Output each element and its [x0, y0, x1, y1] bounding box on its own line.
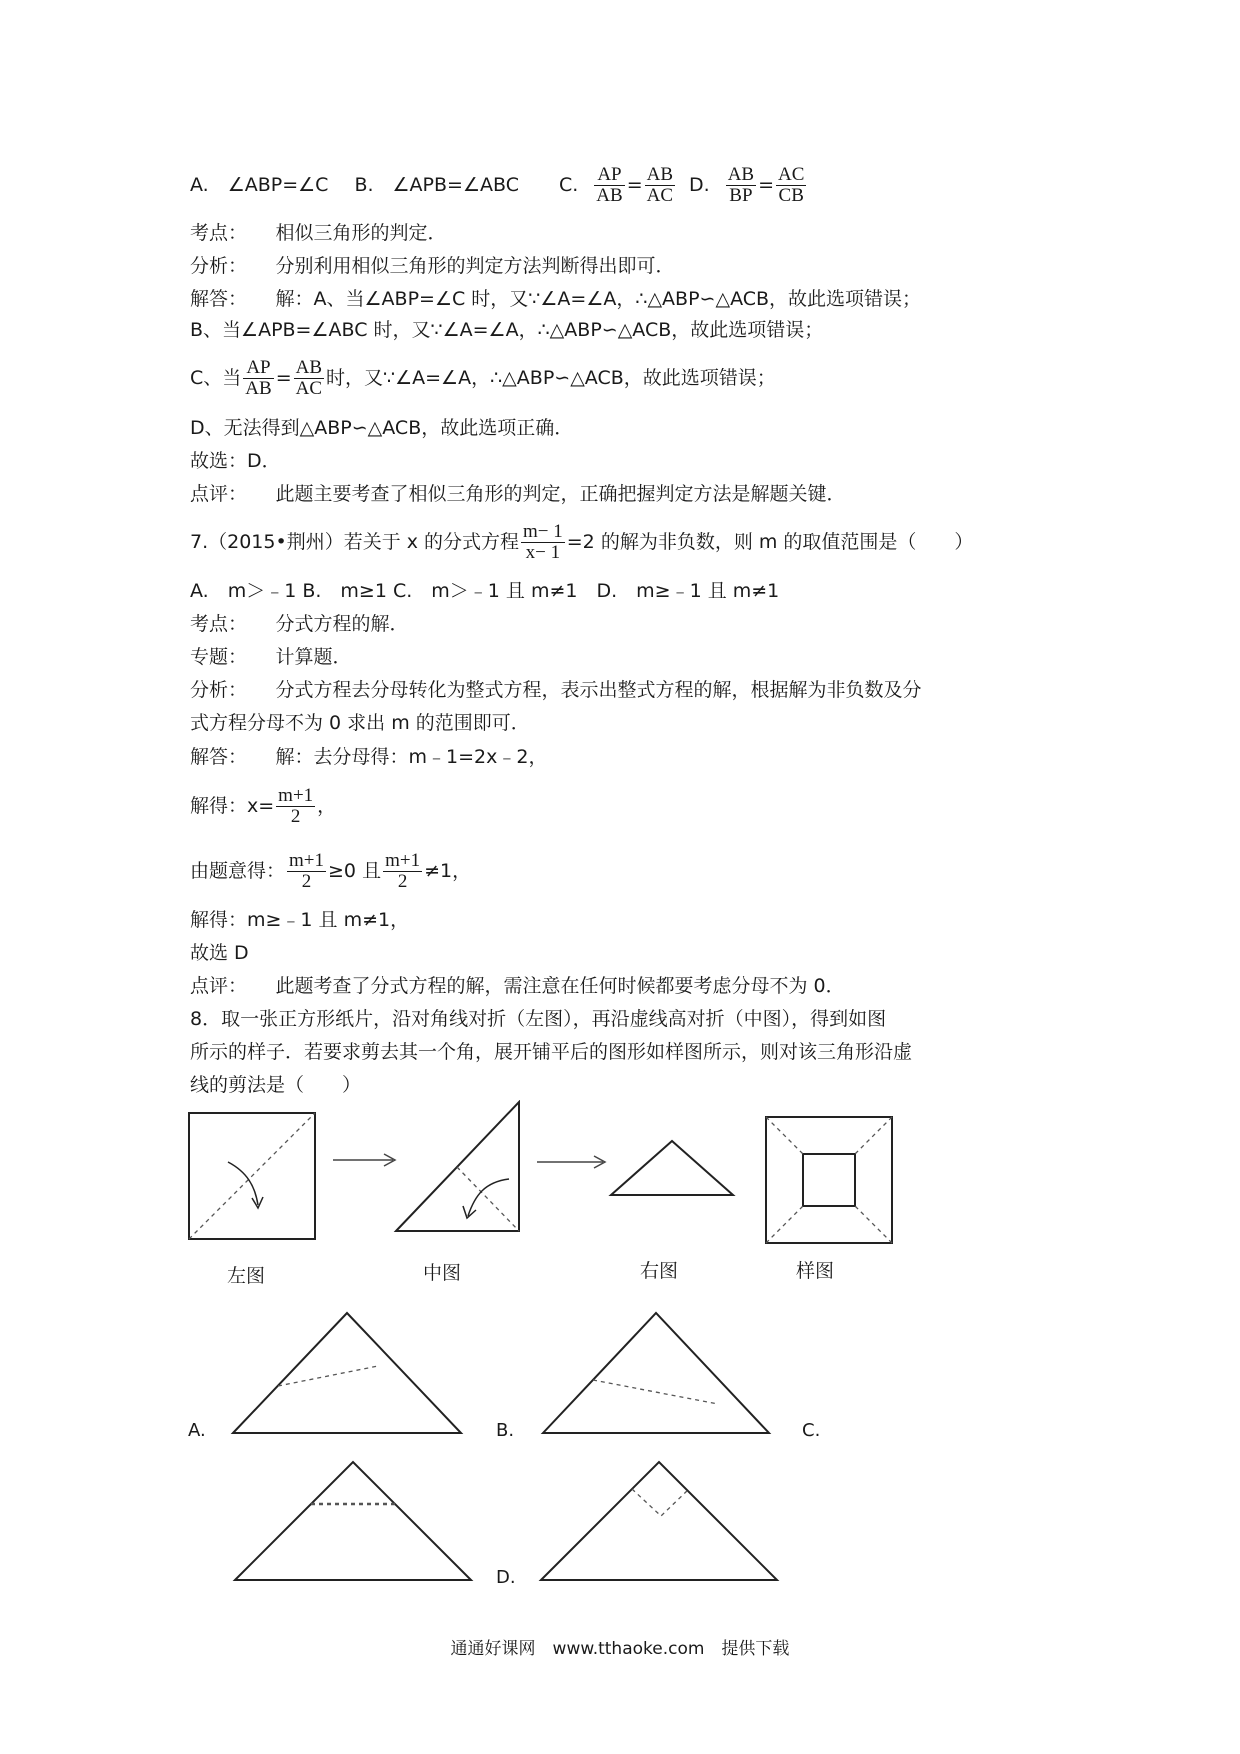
q6-line-c-frac2: $\frac{AB}{AC}$ [295, 357, 323, 399]
q7-stem [190, 522, 973, 563]
q6-option-c-frac1: $\frac{AP}{AB}$ [596, 164, 623, 206]
q7-stem-pre: 7.（2015•荆州）若关于 x 的分式方程 [190, 531, 520, 553]
q6-option-d: D. [689, 174, 710, 196]
q8-option-figures-row1 [225, 1300, 805, 1440]
q6-answer: 故选：D． [190, 450, 281, 472]
q6-option-c: C. [558, 174, 579, 196]
option-d-label: D. [496, 1567, 516, 1588]
q7-zhuanti: 专题： 计算题． [190, 646, 352, 668]
caption-middle: 中图 [423, 1262, 462, 1284]
q6-option-c-frac2: $\frac{AB}{AC}$ [646, 164, 674, 206]
q6-option-b: B. ∠APB=∠ABC [354, 174, 519, 196]
option-b-label: B. [496, 1420, 515, 1441]
q7-youti-post: ≠1， [424, 860, 472, 882]
option-a-label: A. [188, 1420, 206, 1441]
q6-option-d-frac1: $\frac{AB}{BP}$ [727, 164, 755, 206]
q7-youti-frac1: $\frac{m+1}{2}$ [289, 850, 325, 892]
q6-fenxi: 分析： 分别利用相似三角形的判定方法判断得出即可． [190, 255, 675, 277]
q7-youti [190, 851, 471, 892]
middle-triangle-figure [396, 1102, 519, 1231]
q7-fenxi-2: 式方程分母不为 0 求出 m 的范围即可． [190, 712, 530, 734]
q6-line-c-eq: = [275, 367, 292, 389]
q6-kaodian: 考点： 相似三角形的判定． [190, 222, 447, 244]
q6-jieda: 解答： 解：A、当∠ABP=∠C 时，又∵∠A=∠A，∴△ABP∽△ACB，故此选项错误； [190, 288, 922, 310]
q7-jiede-1-frac: $\frac{m+1}{2}$ [278, 785, 314, 827]
page-footer: 通通好课网 www.tthaoke.com 提供下载 [450, 1639, 790, 1659]
q6-line-c [190, 358, 776, 399]
q6-option-d-frac2: $\frac{AC}{CB}$ [778, 164, 805, 206]
q6-line-b: B、当∠APB=∠ABC 时，又∵∠A=∠A，∴△ABP∽△ACB，故此选项错误； [190, 319, 824, 341]
q6-line-c-post: 时，又∵∠A=∠A，∴△ABP∽△ACB，故此选项错误； [326, 367, 776, 389]
q7-jiede-1-pre: 解得：x= [190, 795, 275, 817]
q7-kaodian: 考点： 分式方程的解． [190, 613, 409, 635]
q8-stem-3: 线的剪法是（ ） [190, 1074, 362, 1096]
q6-line-d: D、无法得到△ABP∽△ACB，故此选项正确． [190, 417, 574, 439]
q6-option-d-eq: = [758, 174, 775, 196]
q7-jiede-1 [190, 786, 336, 827]
option-b-figure [543, 1313, 769, 1433]
left-square-figure [189, 1113, 315, 1239]
option-d-figure [541, 1462, 777, 1580]
q6-line-c-frac1: $\frac{AP}{AB}$ [245, 357, 272, 399]
q6-option-c-eq: = [626, 174, 643, 196]
q8-stem-2: 所示的样子．若要求剪去其一个角，展开铺平后的图形如样图所示，则对该三角形沿虚 [190, 1041, 913, 1063]
q8-stem-1: 8．取一张正方形纸片，沿对角线对折（左图），再沿虚线高对折（中图），得到如图 [190, 1008, 887, 1030]
sample-figure [766, 1117, 892, 1243]
q8-fold-figures [185, 1100, 905, 1260]
q7-jiede-1-post: ， [317, 795, 337, 817]
q7-fenxi-1: 分析： 分式方程去分母转化为整式方程，表示出整式方程的解，根据解为非负数及分 [190, 679, 922, 701]
caption-left: 左图 [227, 1265, 266, 1287]
q6-comment: 点评： 此题主要考查了相似三角形的判定，正确把握判定方法是解题关键． [190, 483, 846, 505]
arrow-right-icon [537, 1156, 605, 1168]
q7-youti-mid: ≥0 且 [328, 860, 382, 882]
q7-answer: 故选 D [190, 942, 249, 964]
q7-jiede-2: 解得：m≥﹣1 且 m≠1， [190, 909, 410, 931]
option-c-label: C. [802, 1420, 821, 1441]
q6-option-a: A. ∠ABP=∠C [190, 174, 329, 196]
q7-jieda: 解答： 解：去分母得：m﹣1=2x﹣2， [190, 746, 548, 768]
q6-line-c-pre: C、当 [190, 367, 242, 389]
caption-right: 右图 [640, 1260, 679, 1282]
q7-comment: 点评： 此题考查了分式方程的解，需注意在任何时候都要考虑分母不为 0． [190, 975, 845, 997]
q6-options [190, 165, 808, 206]
q7-stem-post: =2 的解为非负数，则 m 的取值范围是（ ） [566, 531, 974, 553]
right-triangle-figure [611, 1141, 733, 1195]
q7-stem-frac: $\frac{m- 1}{x- 1}$ [523, 521, 563, 563]
option-a-figure [233, 1313, 461, 1433]
q7-youti-frac2: $\frac{m+1}{2}$ [385, 850, 421, 892]
option-c-figure [235, 1462, 471, 1580]
arrow-right-icon [333, 1154, 395, 1166]
caption-sample: 样图 [796, 1260, 835, 1282]
q7-options: A. m＞﹣1 B. m≥1 C. m＞﹣1 且 m≠1 D. m≥﹣1 且 m≠1 [190, 580, 780, 602]
q7-youti-pre: 由题意得： [190, 860, 286, 882]
